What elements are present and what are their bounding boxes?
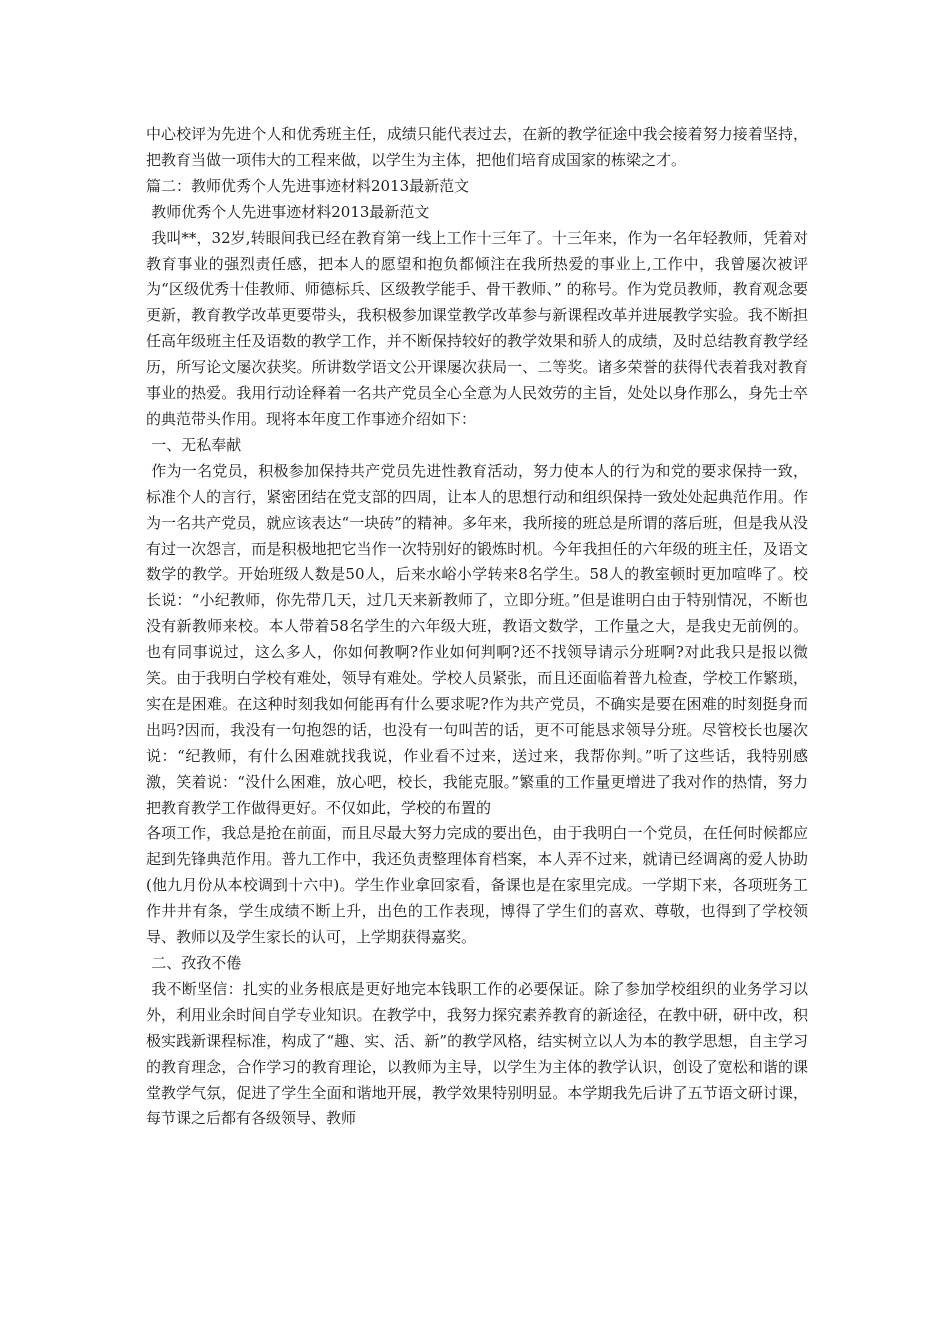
paragraph-dedication-continued: 各项工作，我总是抢在前面，而且尽最大努力完成的要出色，由于我明白一个党员，在任何时候都应起到先锋典范作用。普九工作中，我还负责整理体育档案，本人弄不过来，就请已经调离的爱人协助(他九月份从本校调到十六中)。学生作业拿回家看，备课也是在家里完成。一学期下来，各项班务工作井井有条，学生成绩不断上升，出色的工作表现，博得了学生们的喜欢、尊敬，也得到了学校领导、教师以及学生家长的认可，上学期获得嘉奖。 <box>146 824 808 947</box>
document-page <box>146 122 808 1132</box>
section-heading-part-two: 篇二：教师优秀个人先进事迹材料2013最新范文 <box>146 176 470 195</box>
paragraph-dedication-body: 作为一名党员，积极参加保持共产党员先进性教育活动，努力使本人的行为和党的要求保持一致，标准个人的言行，紧密团结在党支部的四周，让本人的思想行动和组织保持一致处处起典范作用。作为一名共产党员，就应该表达“一块砖”的精神。多年来，我所接的班总是所谓的落后班，但是我从没有过一次怨言，而是积极地把它当作一次特别好的锻炼时机。今年我担任的六年级的班主任，及语文数学的教学。开始班级人数是50人，后来水峪小学转来8名学生。58人的教室顿时更加喧哗了。校长说：“小纪教师，你先带几天，过几天来新教师了，立即分班。”但是谁明白由于特别情况，不断也没有新教师来校。本人带着58名学生的六年级大班，教语文数学，工作量之大，是我史无前例的。也有同事说过，这么多人，你如何教啊?作业如何判啊?还不找领导请示分班啊?对此我只是报以微笑。由于我明白学校有难处，领导有难处。学校人员紧张，而且还面临着普九检查，学校工作繁琐，实在是困难。在这种时刻我如何能再有什么要求呢?作为共产党员，不确实是要在困难的时刻挺身而出吗?因而，我没有一句抱怨的话，也没有一句叫苦的话，更不可能恳求领导分班。尽管校长也屡次说：“纪教师，有什么困难就找我说，作业看不过来，送过来，我帮你判。”听了这些话，我特别感激，笑着说：“没什么困难，放心吧，校长，我能克服。”繁重的工作量更增进了我对作的热情，努力把教育教学工作做得更好。不仅如此，学校的布置的 <box>146 461 808 817</box>
document-title: 教师优秀个人先进事迹材料2013最新范文 <box>151 202 430 221</box>
paragraph-introduction: 我叫**，32岁,转眼间我已经在教育第一线上工作十三年了。十三年来，作为一名年轻教师，凭着对教育事业的强烈责任感，把本人的愿望和抱负都倾注在我所热爱的事业上,工作中，我曾屡次被评为“区级优秀十佳教师、师德标兵、区级教学能手、骨干教师、” 的称号。作为党员教师，教育观念要更新，教育教学改革更要带头，我积极参加课堂教学改革参与新课程改革并进展教学实验。我不断担任高年级班主任及语数的教学工作，并不断保持较好的教学效果和骄人的成绩，及时总结教育教学经历，所写论文屡次获奖。所讲数学语文公开课屡次获局一、二等奖。诸多荣誉的获得代表着我对教育事业的热爱。我用行动诠释着一名共产党员全心全意为人民效劳的主旨，处处以身作那么，身先士卒的典范带头作用。现将本年度工作事迹介绍如下： <box>146 228 808 428</box>
paragraph-conclusion: 中心校评为先进个人和优秀班主任，成绩只能代表过去，在新的教学征途中我会接着努力接着坚持，把教育当做一项伟大的工程来做，以学生为主体，把他们培育成国家的栋梁之才。 <box>146 125 808 169</box>
section-heading-diligence: 二、孜孜不倦 <box>151 954 242 972</box>
section-heading-selfless-dedication: 一、无私奉献 <box>151 435 242 454</box>
paragraph-diligence-body: 我不断坚信：扎实的业务根底是更好地完本钱职工作的必要保证。除了参加学校组织的业务学习以外，利用业余时间自学专业知识。在教学中，我努力探究素养教育的新途径，在教中研，研中改，积极实践新课程标准，构成了“趣、实、活、新”的教学风格，结实树立以人为本的教学思想，自主学习的教育理念，合作学习的教育理论，以教师为主导，以学生为主体的教学认识，创设了宽松和谐的课堂教学气氛，促进了学生全面和谐地开展，教学效果特别明显。本学期我先后讲了五节语文研讨课，每节课之后都有各级领导、教师 <box>146 979 808 1128</box>
